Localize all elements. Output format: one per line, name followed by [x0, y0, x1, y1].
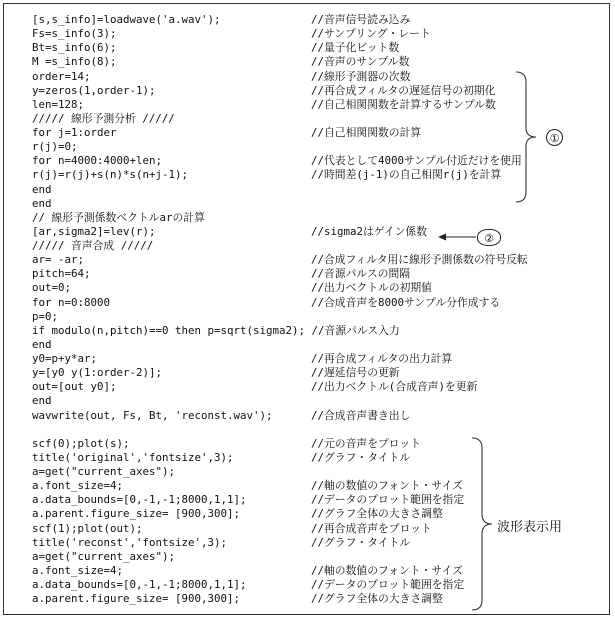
- code-comment: //合成音声を8000サンプル分作成する: [311, 295, 501, 309]
- code-text: [ar,sigma2]=lev(r);: [32, 224, 156, 238]
- code-text: a=get("current_axes");: [32, 549, 176, 563]
- code-comment: //軸の数値のフォント・サイズ: [311, 479, 463, 493]
- code-comment: //グラフ全体の大きさ調整: [311, 592, 443, 606]
- code-line: [32, 310, 592, 324]
- code-comment: //自己相関関数の計算: [311, 126, 422, 139]
- code-line: [32, 366, 592, 380]
- code-comment: //量子化ビット数: [311, 41, 400, 55]
- code-comment: //音源パルスの間隔: [311, 267, 411, 281]
- code-text: a.parent.figure_size= [900,300];: [32, 507, 241, 521]
- code-text: Bt=s_info(6);: [32, 41, 117, 55]
- code-comment: //sigma2はゲイン係数: [311, 224, 428, 238]
- code-text: y=zeros(1,order-1);: [32, 83, 156, 97]
- code-text: end: [32, 337, 52, 351]
- code-line: [32, 564, 592, 578]
- code-line: [32, 13, 592, 27]
- code-line: [32, 578, 592, 592]
- code-text: title('reconst','fontsize',3);: [32, 535, 228, 549]
- code-line: [32, 592, 592, 606]
- code-text: // 線形予測係数ベクトルarの計算: [32, 210, 205, 224]
- code-text: r(j)=r(j)+s(n)*s(n+j-1);: [32, 168, 189, 182]
- code-line: [32, 140, 592, 154]
- code-comment: //グラフ全体の大きさ調整: [311, 507, 443, 521]
- code-comment: //音声信号読み込み: [311, 13, 411, 26]
- code-text: for j=1:order: [32, 126, 117, 139]
- code-text: y=[y0 y(1:order-2)];: [32, 366, 163, 380]
- code-comment: //再合成音声をプロット: [311, 521, 432, 535]
- code-comment: //線形予測器の次数: [311, 69, 411, 83]
- code-line: [32, 394, 592, 408]
- code-line: [32, 550, 592, 564]
- code-text: y0=p+y*ar;: [32, 352, 98, 365]
- code-text: a=get("current_axes");: [32, 465, 176, 478]
- code-line: [32, 324, 592, 338]
- code-line: [32, 423, 592, 437]
- code-comment: //遅延信号の更新: [311, 366, 400, 380]
- code-line: [32, 112, 592, 126]
- code-text: [s,s_info]=loadwave('a.wav');: [32, 13, 221, 26]
- code-comment: //再合成フィルタの出力計算: [311, 352, 453, 365]
- code-text: M =s_info(8);: [32, 55, 117, 69]
- code-text: Fs=s_info(3);: [32, 27, 117, 41]
- code-comment: //合成音声書き出し: [311, 408, 411, 422]
- code-text: wavwrite(out, Fs, Bt, 'reconst.wav');: [32, 408, 273, 422]
- code-line: [32, 409, 592, 423]
- code-comment: //グラフ・タイトル: [311, 535, 411, 549]
- code-text: for n=0:8000: [32, 295, 111, 309]
- code-text: title('original','fontsize',3);: [32, 450, 234, 464]
- code-line: [32, 536, 592, 550]
- code-line: [32, 126, 592, 140]
- code-line: [32, 239, 592, 253]
- brace-1: [514, 70, 538, 204]
- code-line: [32, 338, 592, 352]
- code-comment: //音声のサンプル数: [311, 55, 410, 69]
- listing-frame: [3, 3, 610, 615]
- code-text: for n=4000:4000+len;: [32, 154, 163, 168]
- code-line: [32, 225, 592, 239]
- code-comment: //自己相関関数を計算するサンプル数: [311, 97, 496, 111]
- code-text: if modulo(n,pitch)==0 then p=sqrt(sigma2); //音源パルス入力: [32, 323, 400, 337]
- code-comment: //元の音声をプロット: [311, 436, 421, 450]
- code-text: ///// 線形予測分析 /////: [32, 111, 175, 125]
- code-line: [32, 211, 592, 225]
- code-line: [32, 281, 592, 295]
- code-line: [32, 267, 592, 281]
- code-text: a.font_size=4;: [32, 563, 124, 577]
- code-line: [32, 27, 592, 41]
- code-line: [32, 70, 592, 84]
- code-comment: //代表として4000サンプル付近だけを使用: [311, 154, 522, 168]
- code-text: r(j)=0;: [32, 140, 78, 154]
- code-comment: //出力ベクトル(合成音声)を更新: [311, 380, 478, 394]
- code-text: a.data_bounds=[0,-1,-1;8000,1,1];: [32, 493, 247, 507]
- code-comment: //出力ベクトルの初期値: [311, 281, 432, 295]
- marker-2: ②: [477, 229, 501, 246]
- code-line: [32, 168, 592, 182]
- code-text: order=14;: [32, 69, 91, 83]
- code-comment: //グラフ・タイトル: [311, 450, 411, 464]
- code-line: [32, 183, 592, 197]
- code-line: [32, 197, 592, 211]
- code-comment: //軸の数値のフォント・サイズ: [311, 563, 463, 577]
- code-line: [32, 352, 592, 366]
- waveform-display-label: 波形表示用: [497, 520, 563, 535]
- code-text: len=128;: [32, 97, 85, 111]
- code-line: [32, 154, 592, 168]
- code-text: a.data_bounds=[0,-1,-1;8000,1,1];: [32, 578, 247, 591]
- code-line: [32, 380, 592, 394]
- code-text: ar= -ar;: [32, 253, 85, 267]
- code-comment: //データのプロット範囲を指定: [311, 493, 465, 507]
- code-text: a.font_size=4;: [32, 479, 124, 493]
- code-text: scf(0);plot(s);: [32, 436, 130, 450]
- code-text: pitch=64;: [32, 267, 91, 281]
- code-line: [32, 437, 592, 451]
- code-text: end: [32, 196, 52, 210]
- code-text: p=0;: [32, 309, 59, 323]
- brace-2: [470, 436, 494, 612]
- code-text: out=0;: [32, 281, 72, 295]
- code-text: out=[out y0];: [32, 380, 117, 394]
- code-comment: //データのプロット範囲を指定: [311, 578, 465, 591]
- code-line: [32, 84, 592, 98]
- code-text: end: [32, 394, 52, 408]
- code-comment: //再合成フィルタの遅延信号の初期化: [311, 83, 496, 97]
- code-comment: //サンプリング・レート: [311, 27, 431, 41]
- code-text: a.parent.figure_size= [900,300];: [32, 592, 241, 606]
- code-text: end: [32, 182, 52, 196]
- code-text: scf(1);plot(out);: [32, 521, 143, 535]
- code-line: [32, 253, 592, 267]
- code-line: [32, 98, 592, 112]
- marker-1: ①: [546, 129, 563, 146]
- code-line: [32, 465, 592, 479]
- code-line: [32, 493, 592, 507]
- code-comment: //合成フィルタ用に線形予測係数の符号反転: [311, 253, 528, 267]
- code-line: [32, 55, 592, 69]
- code-text: ///// 音声合成 /////: [32, 239, 154, 252]
- code-line: [32, 296, 592, 310]
- code-line: [32, 479, 592, 493]
- code-line: [32, 451, 592, 465]
- code-comment: //時間差(j-1)の自己相関r(j)を計算: [311, 168, 502, 182]
- code-line: [32, 41, 592, 55]
